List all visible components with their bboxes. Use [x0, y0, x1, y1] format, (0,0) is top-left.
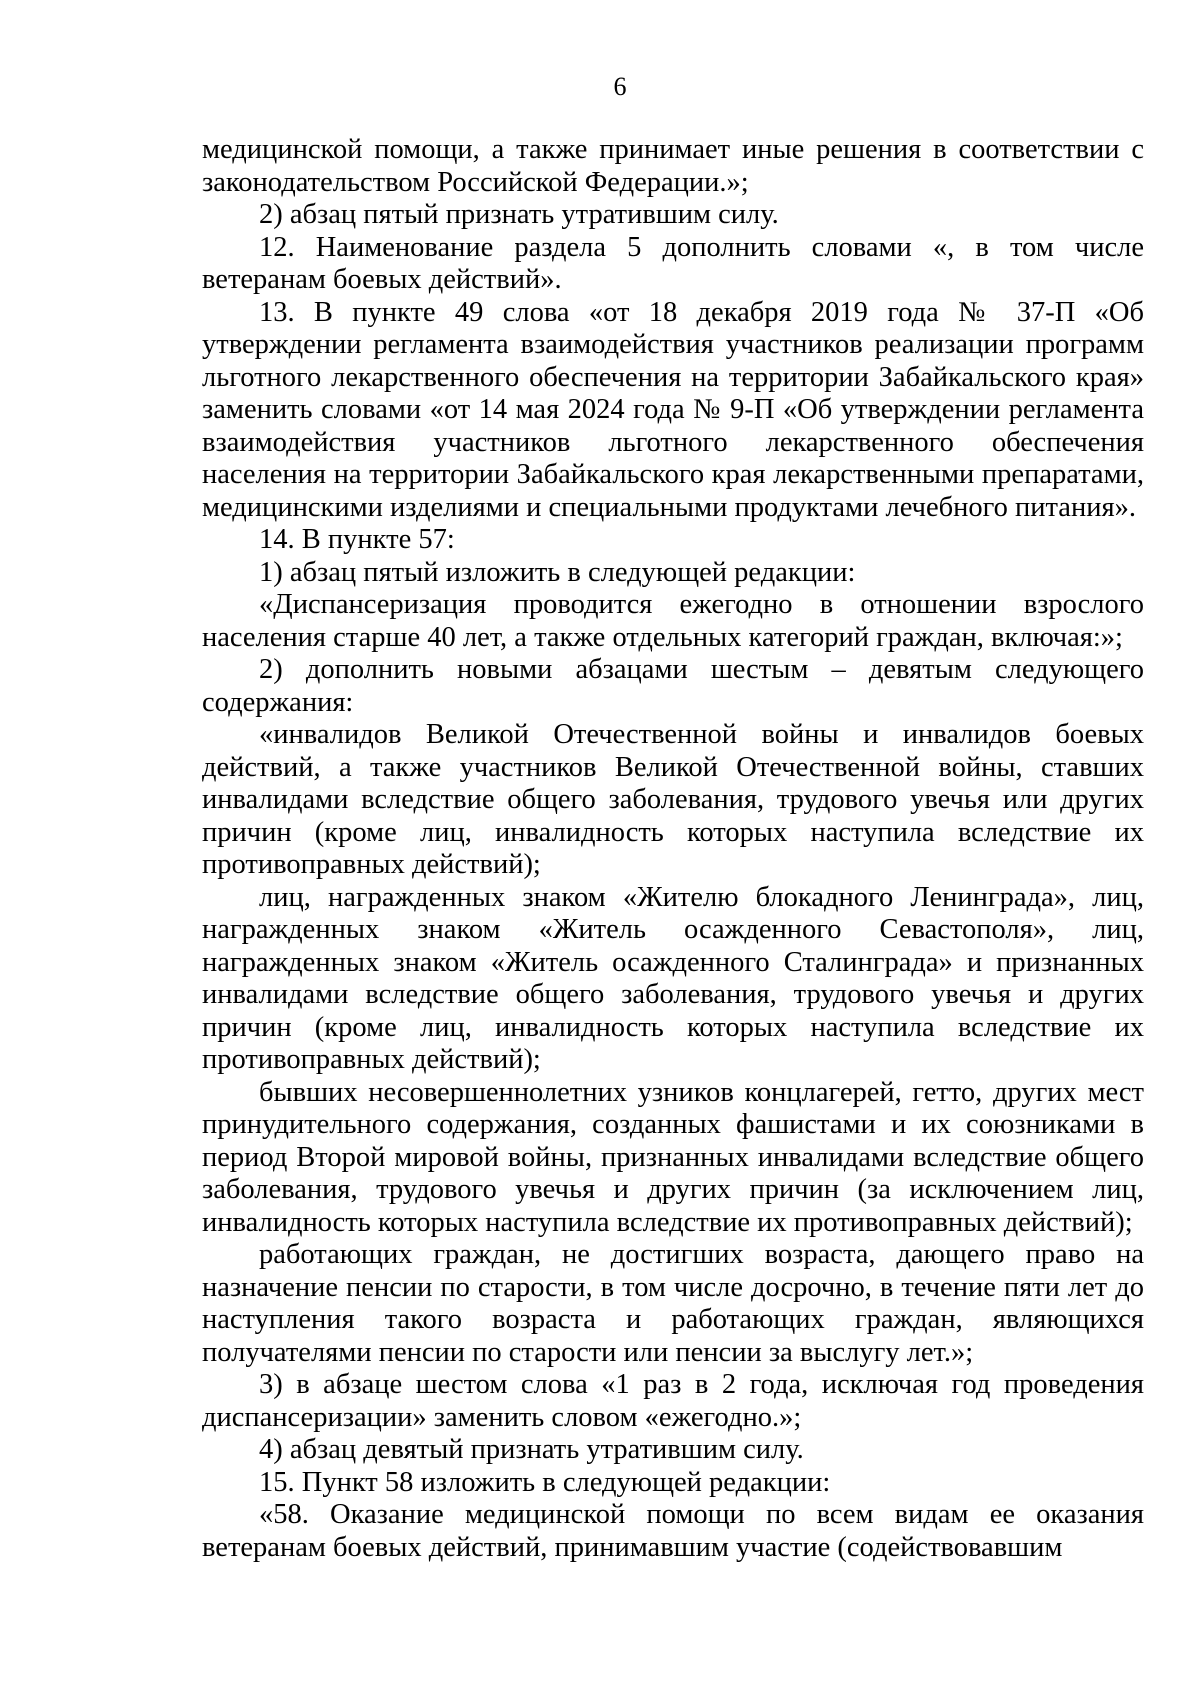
document-body: [202, 134, 1144, 1564]
paragraph-subitem-2: 2) дополнить новыми абзацами шестым – девятым следующего содержания:: [202, 654, 1144, 718]
paragraph-byvshih-uznikov: бывших несовершеннолетних узников концлагерей, гетто, других мест принудительного содержания, созданных фашистами и их союзниками в период Второй мировой войны, признанных инвалидами вследствие общего заболевания, трудового увечья и других причин (за исключением лиц, инвалидность которых наступила вследствие их противоправных действий);: [202, 1076, 1144, 1238]
paragraph-quoted-invalidov: «инвалидов Великой Отечественной войны и инвалидов боевых действий, а также участников Великой Отечественной войны, ставших инвалидами вследствие общего заболевания, трудового увечья или других причин (кроме лиц, инвалидность которых наступила вследствие их противоправных действий);: [202, 719, 1144, 880]
paragraph-item-2-abzac-pyatyi: 2) абзац пятый признать утратившим силу.: [259, 199, 779, 230]
paragraph-subitem-1: 1) абзац пятый изложить в следующей редакции:: [259, 556, 856, 588]
paragraph-rabotayushchih-grazhdan: работающих граждан, не достигших возраста, дающего право на назначение пенсии по старости, в том числе досрочно, в течение пяти лет до наступления такого возраста и работающих граждан, являющихся получателями пенсии по старости или пенсии за выслугу лет.»;: [202, 1239, 1144, 1368]
paragraph-subitem-3: 3) в абзаце шестом слова «1 раз в 2 года, исключая год проведения диспансеризации» заменить словом «ежегодно.»;: [202, 1369, 1144, 1433]
paragraph-quoted-point-58: «58. Оказание медицинской помощи по всем видам ее оказания ветеранам боевых действий, принимавшим участие (содействовавшим: [202, 1499, 1144, 1563]
paragraph-point-12: 12. Наименование раздела 5 дополнить словами «, в том числе ветеранам боевых действий».: [202, 231, 1144, 295]
paragraph-point-14: 14. В пункте 57:: [259, 524, 455, 555]
paragraph-point-13: 13. В пункте 49 слова «от 18 декабря 2019 года № 37-П «Об утверждении регламента взаимодействия участников реализации программ льготного лекарственного обеспечения на территории Забайкальского края» заменить словами «от 14 мая 2024 года № 9-П «Об утверждении регламента взаимодействия участников льготного лекарственного обеспечения населения на территории Забайкальского края лекарственными препаратами, медицинскими изделиями и специальными продуктами лечебного питания».: [202, 296, 1144, 523]
page-number: 6: [613, 72, 627, 101]
paragraph-lic-nagrazhdennyh: лиц, награжденных знаком «Жителю блокадного Ленинграда», лиц, награжденных знаком «Житель осажденного Севастополя», лиц, награжденных знаком «Житель осажденного Сталинграда» и признанных инвалидами вследствие общего заболевания, трудового увечья и других причин (кроме лиц, инвалидность которых наступила вследствие их противоправных действий);: [202, 881, 1144, 1075]
paragraph-continuation: медицинской помощи, а также принимает иные решения в соответствии с законодательством Российской Федерации.»;: [202, 134, 1144, 198]
paragraph-subitem-4: 4) абзац девятый признать утратившим силу.: [259, 1434, 804, 1465]
paragraph-point-15: 15. Пункт 58 изложить в следующей редакции:: [259, 1466, 831, 1498]
paragraph-quoted-dispanserizaciya: «Диспансеризация проводится ежегодно в отношении взрослого населения старше 40 лет, а также отдельных категорий граждан, включая:»;: [202, 589, 1144, 653]
